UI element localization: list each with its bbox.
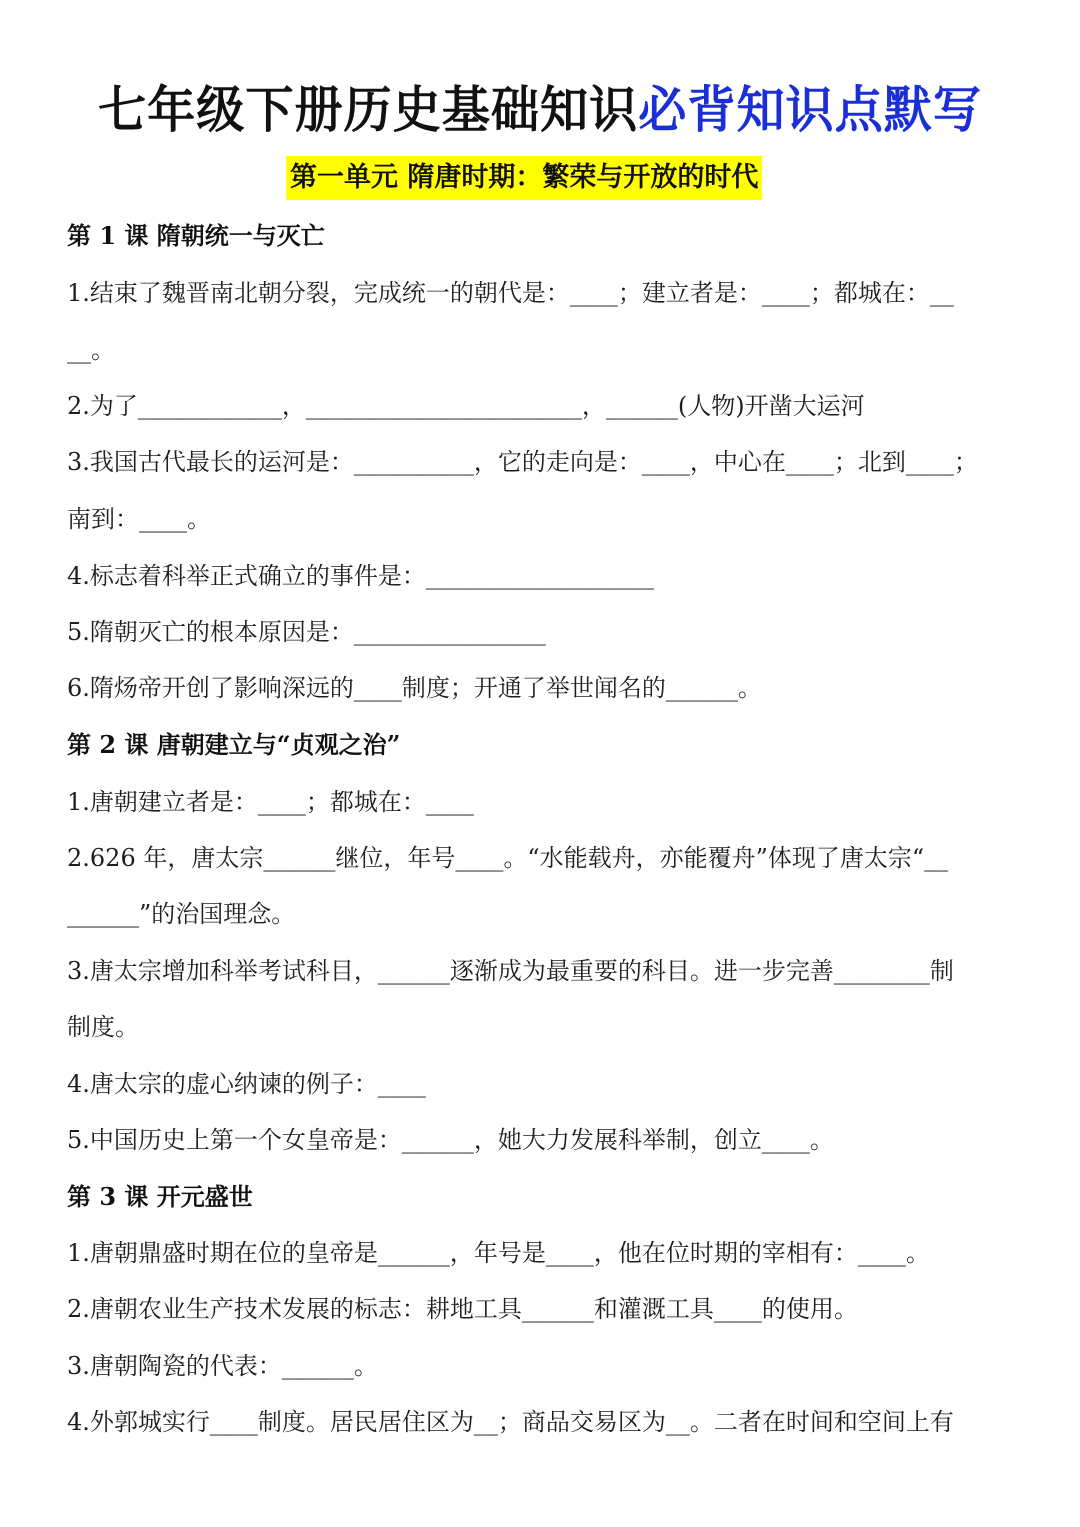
question-line: 1.唐朝鼎盛时期在位的皇帝是______，年号是____，他在位时期的宰相有：____。 [67, 1239, 930, 1267]
question-line: 2.为了____________，_______________________，______(人物)开凿大运河 [67, 392, 865, 420]
lesson-1-heading: 第 1 课 隋朝统一与灭亡 [67, 221, 325, 250]
question-line: 3.唐朝陶瓷的代表：______。 [67, 1352, 378, 1380]
question-line: 6.隋炀帝开创了影响深远的____制度；开通了举世闻名的______。 [67, 674, 762, 702]
question-line: 1.唐朝建立者是：____；都城在：____ [67, 788, 474, 816]
question-line: 南到：____。 [67, 505, 211, 533]
lesson-2-heading: 第 2 课 唐朝建立与“贞观之治” [67, 730, 401, 759]
title-part-blue: 必背知识点默写 [638, 81, 982, 139]
document-title [20, 78, 1060, 142]
question-line: 2.626 年，唐太宗______继位，年号____。“水能载舟，亦能覆舟”体现了唐太宗“__ [67, 844, 949, 872]
question-line: 4.标志着科举正式确立的事件是：___________________ [67, 562, 654, 590]
unit-heading: 第一单元 隋唐时期：繁荣与开放的时代 [286, 156, 762, 200]
lesson-3-heading: 第 3 课 开元盛世 [67, 1182, 253, 1211]
question-line: 5.中国历史上第一个女皇帝是：______，她大力发展科举制，创立____。 [67, 1126, 834, 1154]
question-line: 4.唐太宗的虚心纳谏的例子：____ [67, 1070, 426, 1098]
question-line: 2.唐朝农业生产技术发展的标志：耕地工具______和灌溉工具____的使用。 [67, 1295, 858, 1323]
question-line: ______”的治国理念。 [67, 900, 296, 928]
question-line: 3.唐太宗增加科举考试科目，______逐渐成为最重要的科目。进一步完善________制 [67, 957, 954, 985]
title-part-black: 七年级下册历史基础知识 [98, 81, 639, 139]
question-line: 3.我国古代最长的运河是：__________，它的走向是：____，中心在____；北到____； [67, 448, 978, 476]
question-line: 4.外郭城实行____制度。居民居住区为__；商品交易区为__。二者在时间和空间上有 [67, 1408, 954, 1436]
question-line: 制度。 [67, 1013, 139, 1041]
question-line: 1.结束了魏晋南北朝分裂，完成统一的朝代是：____；建立者是：____；都城在：__ [67, 279, 954, 307]
question-line: __。 [67, 336, 115, 364]
question-line: 5.隋朝灭亡的根本原因是：________________ [67, 618, 546, 646]
